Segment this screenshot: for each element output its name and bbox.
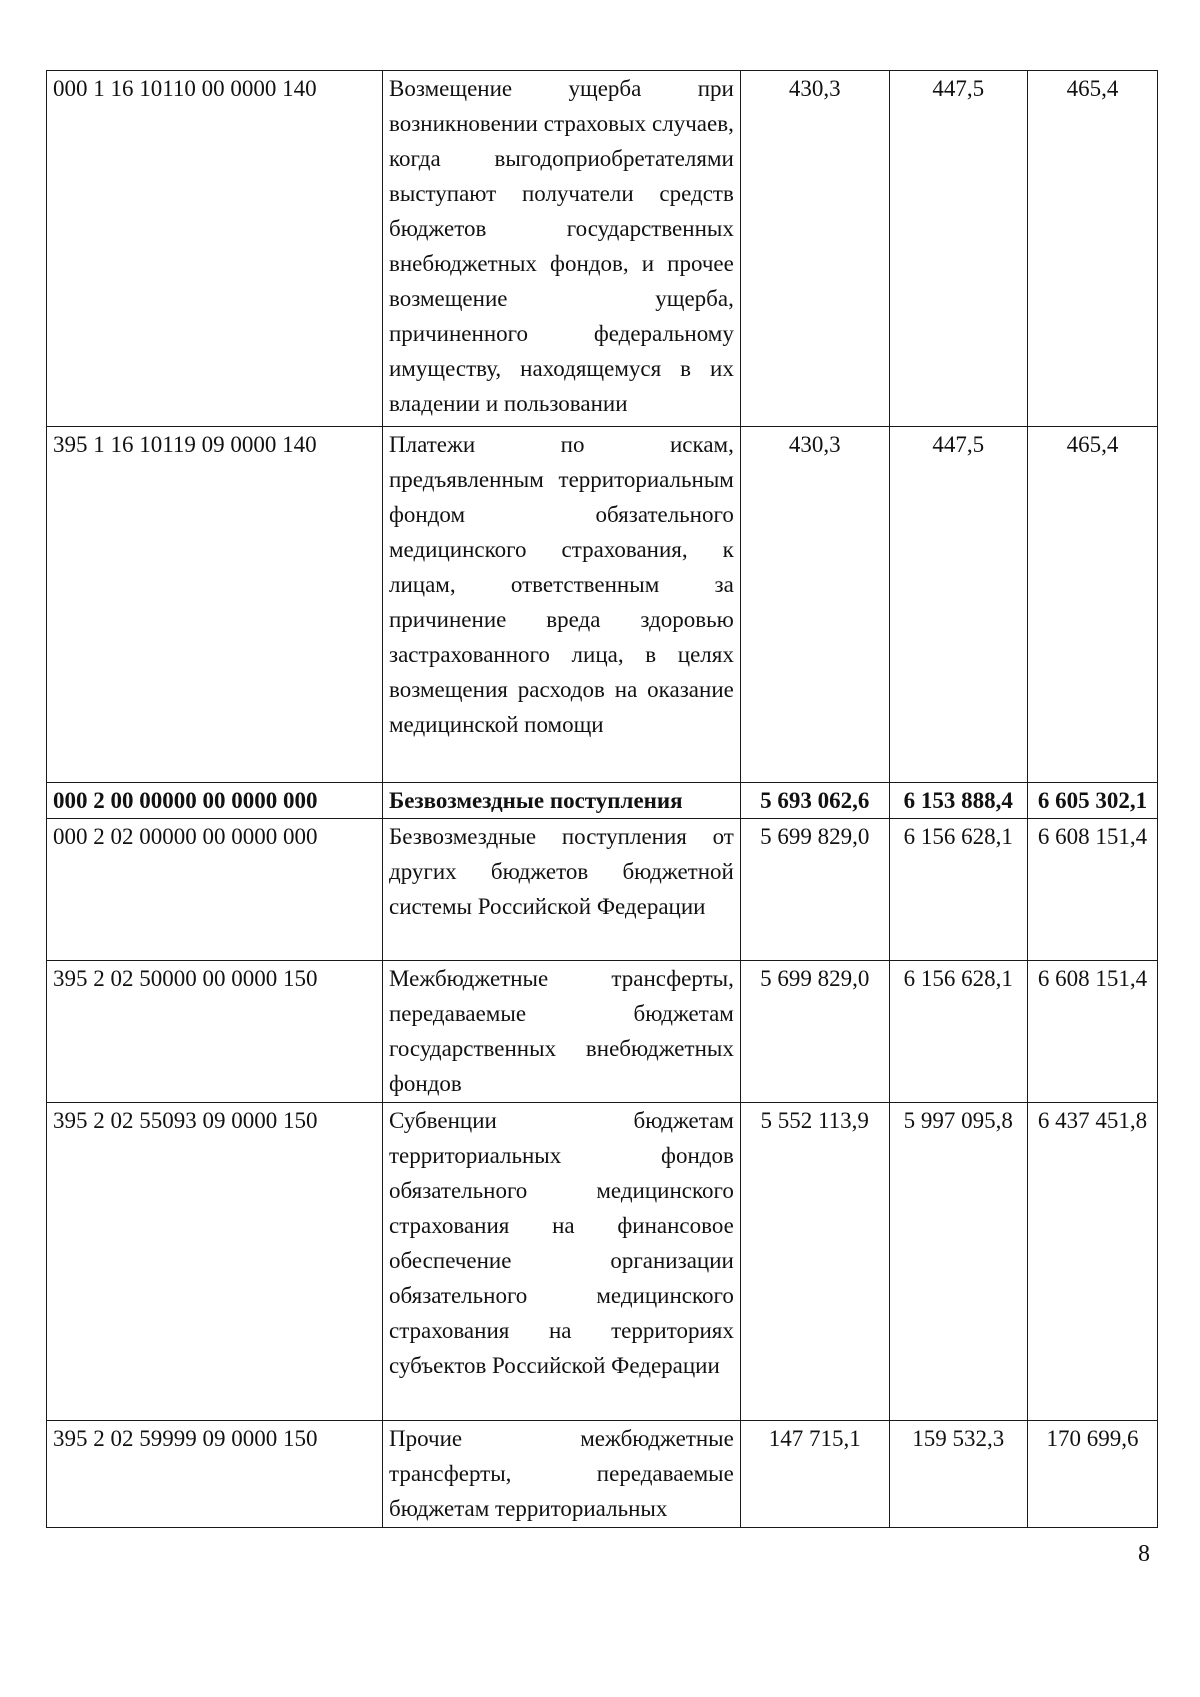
value-col-2: 6 156 628,1 [889, 961, 1027, 1103]
row-description: Безвозмездные поступления [383, 783, 741, 819]
table-row-total [47, 783, 1158, 819]
value-col-3: 6 605 302,1 [1027, 783, 1157, 819]
value-col-2: 5 997 095,8 [889, 1103, 1027, 1421]
value-col-1: 5 552 113,9 [740, 1103, 889, 1421]
value-col-2: 447,5 [889, 71, 1027, 427]
value-col-2: 447,5 [889, 427, 1027, 783]
budget-code: 000 2 02 00000 00 0000 000 [47, 819, 383, 961]
table-row [47, 961, 1158, 1103]
budget-code: 000 2 00 00000 00 0000 000 [47, 783, 383, 819]
value-col-1: 147 715,1 [740, 1421, 889, 1528]
budget-code: 395 2 02 55093 09 0000 150 [47, 1103, 383, 1421]
value-col-2: 6 156 628,1 [889, 819, 1027, 961]
value-col-1: 430,3 [740, 71, 889, 427]
value-col-3: 170 699,6 [1027, 1421, 1157, 1528]
value-col-2: 159 532,3 [889, 1421, 1027, 1528]
row-description: Прочие межбюджетные трансферты, передаваемые бюджетам территориальных [383, 1421, 741, 1528]
value-col-1: 5 693 062,6 [740, 783, 889, 819]
page-number: 8 [1138, 1541, 1150, 1567]
value-col-3: 6 437 451,8 [1027, 1103, 1157, 1421]
budget-code: 000 1 16 10110 00 0000 140 [47, 71, 383, 427]
row-description: Межбюджетные трансферты, передаваемые бюджетам государственных внебюджетных фондов [383, 961, 741, 1103]
row-description: Возмещение ущерба при возникновении страховых случаев, когда выгодоприобретателями выступают получатели средств бюджетов государственных внебюджетных фондов, и прочее возмещение ущерба, причиненного федеральному имуществу, находящемуся в их владении и пользовании [383, 71, 741, 427]
row-description: Субвенции бюджетам территориальных фондов обязательного медицинского страхования на финансовое обеспечение организации обязательного медицинского страхования на территориях субъектов Российской Федерации [383, 1103, 741, 1421]
budget-code: 395 1 16 10119 09 0000 140 [47, 427, 383, 783]
value-col-3: 6 608 151,4 [1027, 961, 1157, 1103]
value-col-3: 465,4 [1027, 71, 1157, 427]
value-col-3: 465,4 [1027, 427, 1157, 783]
table-row [47, 1421, 1158, 1528]
value-col-1: 5 699 829,0 [740, 819, 889, 961]
table-row [47, 1103, 1158, 1421]
row-description: Безвозмездные поступления от других бюджетов бюджетной системы Российской Федерации [383, 819, 741, 961]
row-description: Платежи по искам, предъявленным территориальным фондом обязательного медицинского страхования, к лицам, ответственным за причинение вреда здоровью застрахованного лица, в целях возмещения расходов на оказание медицинской помощи [383, 427, 741, 783]
table-row [47, 71, 1158, 427]
value-col-1: 430,3 [740, 427, 889, 783]
value-col-3: 6 608 151,4 [1027, 819, 1157, 961]
table-row [47, 427, 1158, 783]
value-col-2: 6 153 888,4 [889, 783, 1027, 819]
value-col-1: 5 699 829,0 [740, 961, 889, 1103]
table-row [47, 819, 1158, 961]
budget-code: 395 2 02 59999 09 0000 150 [47, 1421, 383, 1528]
budget-revenue-table [46, 70, 1158, 1528]
budget-code: 395 2 02 50000 00 0000 150 [47, 961, 383, 1103]
